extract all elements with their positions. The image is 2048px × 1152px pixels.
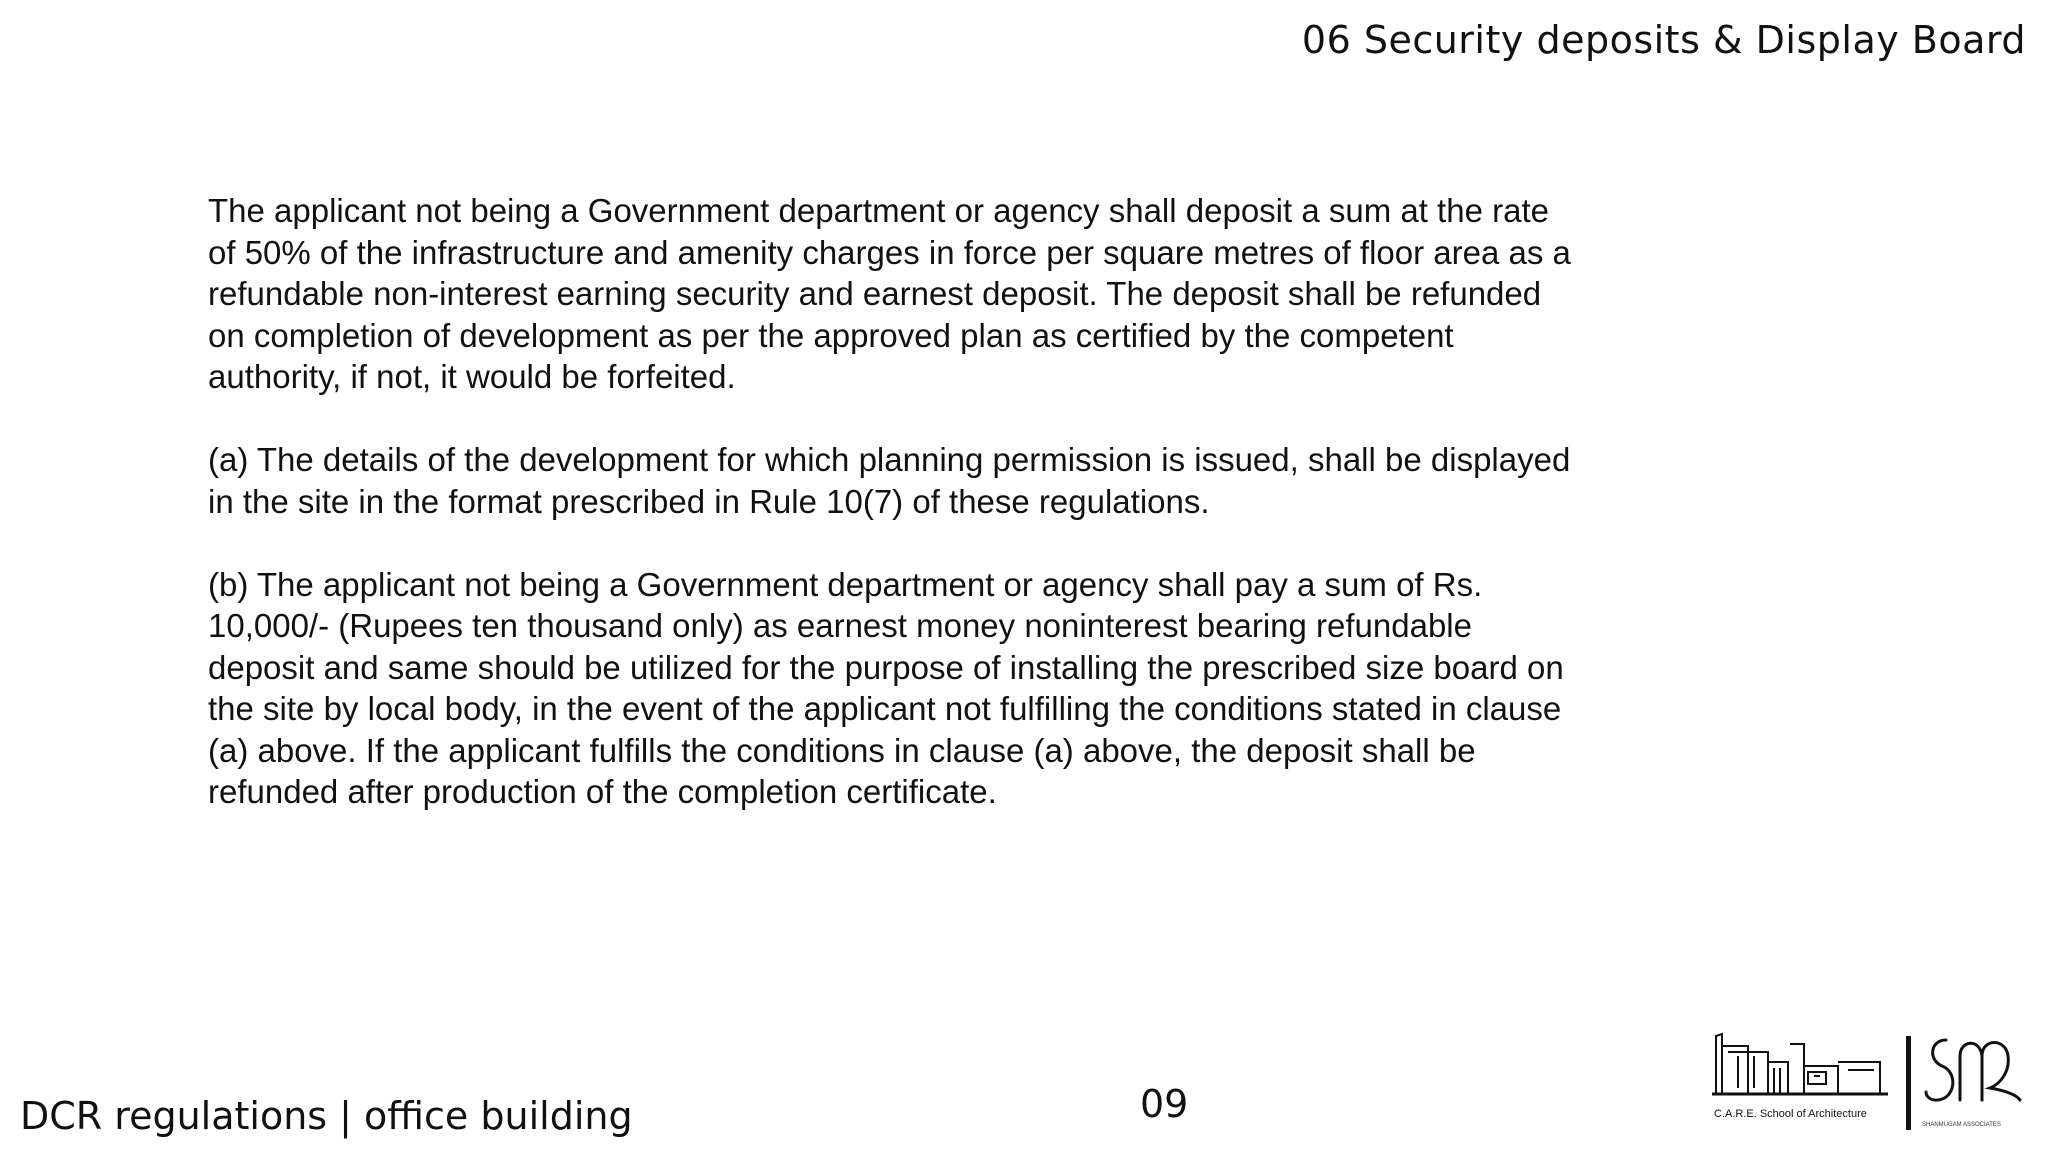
page-number: 09 xyxy=(1140,1082,1189,1126)
body-content xyxy=(208,190,1728,854)
footer-logos xyxy=(1708,1026,2028,1138)
care-logo-caption: C.A.R.E. School of Architecture xyxy=(1714,1108,1867,1120)
care-school-logo-icon xyxy=(1708,1026,1894,1138)
footer-label: DCR regulations | office building xyxy=(20,1094,633,1138)
logo-divider xyxy=(1906,1036,1911,1130)
paragraph-display-board-a: (a) The details of the development for which planning permission is issued, shall be displayed in the site in the format prescribed in Rule 10(7) of these regulations. xyxy=(208,441,1571,520)
paragraph-display-board-b: (b) The applicant not being a Government department or agency shall pay a sum of Rs. 10,000/- (Rupees ten thousand only) as earnest money noninterest bearing refundable deposit and same should be utilized for the purpose of installing the prescribed size board on the site by local body, in the event of the applicant not fulfilling the conditions stated in clause (a) above. If the applicant fulfills the conditions in clause (a) above, the deposit shall be refunded after production of the completion certificate. xyxy=(208,565,1564,810)
sa-logo-caption: SHANMUGAM ASSOCIATES xyxy=(1922,1122,2001,1128)
page-title: 06 Security deposits & Display Board xyxy=(1301,18,2026,62)
paragraph-security-deposit: The applicant not being a Government department or agency shall deposit a sum at the rate of 50% of the infrastructure and amenity charges in force per square metres of floor area as a refundable non-interest earning security and earnest deposit. The deposit shall be refunded on completion of development as per the approved plan as certified by the competent authority, if not, it would be forfeited. xyxy=(208,192,1571,395)
